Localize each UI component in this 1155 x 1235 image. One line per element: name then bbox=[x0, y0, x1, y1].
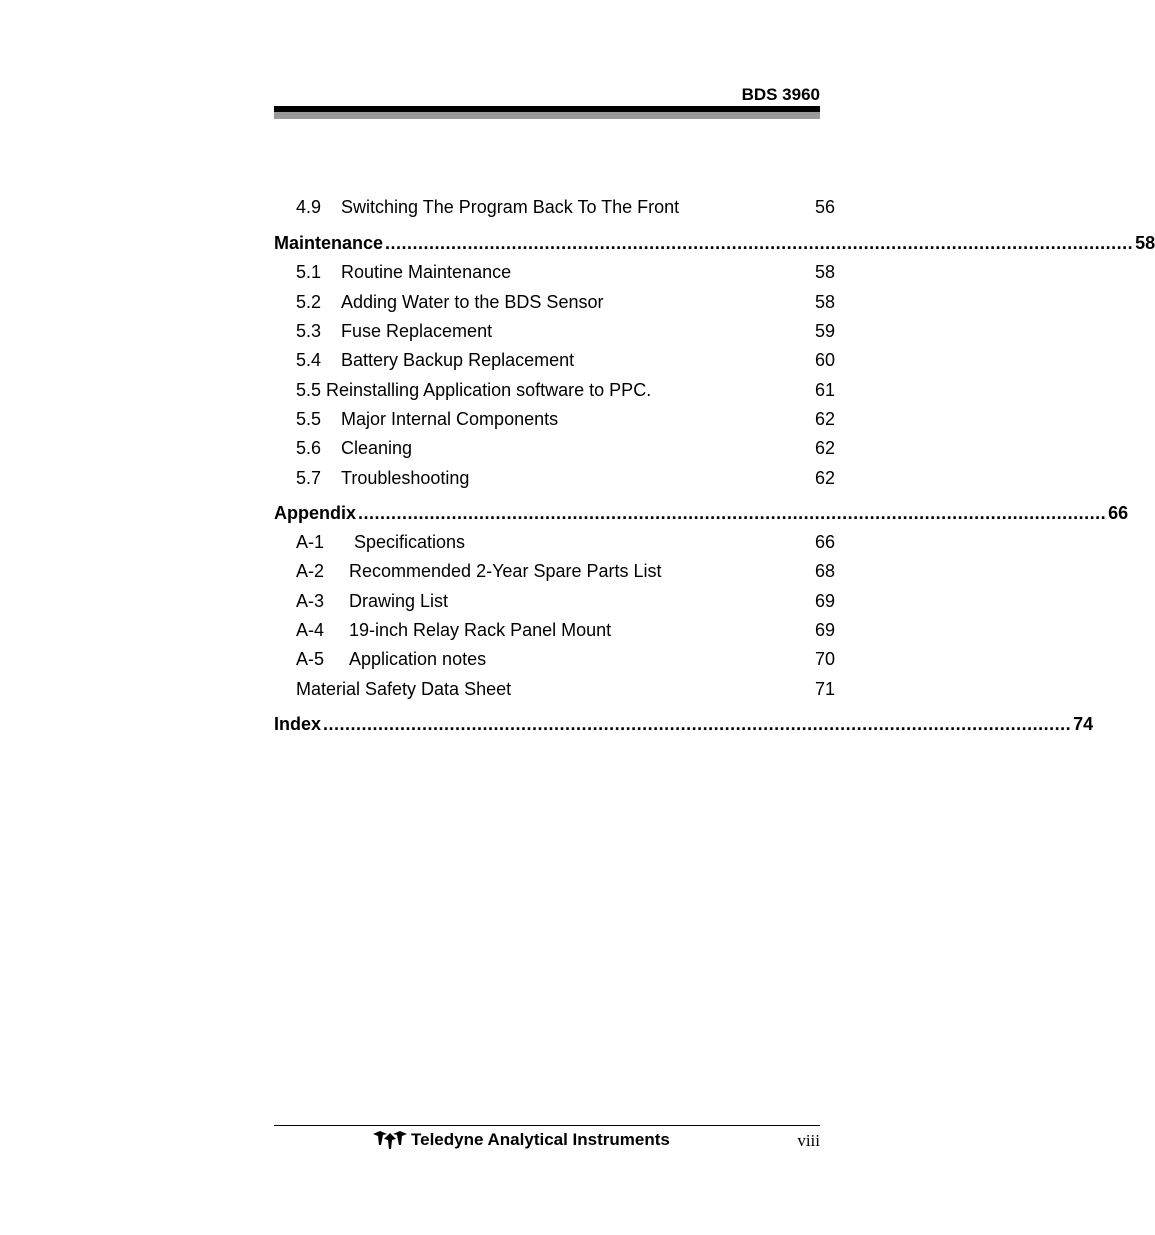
footer-rule bbox=[274, 1125, 820, 1126]
toc-entry-page: 61 bbox=[814, 380, 835, 400]
toc-entry-number: 5.2 bbox=[296, 292, 322, 312]
toc-entry-title: Application notes bbox=[349, 649, 487, 669]
teledyne-logo-icon bbox=[372, 1130, 408, 1150]
toc-entry-number: 4.9 bbox=[296, 197, 322, 217]
toc-entry-page: 56 bbox=[814, 197, 835, 217]
toc-section-title: Appendix bbox=[274, 503, 357, 523]
toc-entry-title: Drawing List bbox=[349, 591, 449, 611]
toc-entry-number: 5.6 bbox=[296, 438, 322, 458]
toc-entry-number: A-4 bbox=[296, 620, 325, 640]
toc-entry-page: 68 bbox=[814, 561, 835, 581]
toc-entry-page: 58 bbox=[814, 292, 835, 312]
toc-entry-number: A-5 bbox=[296, 649, 325, 669]
toc-section-page: 66 bbox=[1108, 503, 1129, 523]
toc-leader-dots: ........................................................................................................................................ bbox=[323, 714, 1072, 734]
toc-entry-title: Recommended 2-Year Spare Parts List bbox=[349, 561, 662, 581]
toc-entry-title: 5.5 Reinstalling Application software to PPC. bbox=[296, 380, 652, 400]
toc-entry-title: 19-inch Relay Rack Panel Mount bbox=[349, 620, 612, 640]
toc-entry-page: 66 bbox=[814, 532, 835, 552]
toc-leader-dots: ........................................................................................................................................ bbox=[358, 503, 1107, 523]
toc-entry-title: Cleaning bbox=[341, 438, 413, 458]
toc-section-title: Index bbox=[274, 714, 322, 734]
toc-section-title: Maintenance bbox=[274, 233, 384, 253]
toc-entry-number: A-1 bbox=[296, 532, 325, 552]
toc-entry-number: A-3 bbox=[296, 591, 325, 611]
toc-entry-title: Battery Backup Replacement bbox=[341, 350, 575, 370]
toc-entry-title: Switching The Program Back To The Front bbox=[341, 197, 680, 217]
toc-entry-page: 62 bbox=[814, 468, 835, 488]
footer-company-name: Teledyne Analytical Instruments bbox=[411, 1130, 670, 1149]
toc-entry-page: 62 bbox=[814, 409, 835, 429]
toc-entry-title: Major Internal Components bbox=[341, 409, 559, 429]
toc-entry-page: 71 bbox=[814, 679, 835, 699]
header-rule-gray bbox=[274, 112, 820, 119]
toc-section-page: 74 bbox=[1073, 714, 1094, 734]
toc-entry-title: Troubleshooting bbox=[341, 468, 470, 488]
toc-entry-title: Fuse Replacement bbox=[341, 321, 493, 341]
toc-entry-number: 5.4 bbox=[296, 350, 322, 370]
toc-entry-page: 69 bbox=[814, 620, 835, 640]
toc-entry-page: 58 bbox=[814, 262, 835, 282]
toc-entry-title: Material Safety Data Sheet bbox=[296, 679, 512, 699]
toc-leader-dots: ........................................................................................................................................ bbox=[385, 233, 1134, 253]
toc-entry-title: Specifications bbox=[354, 532, 466, 552]
toc-section-index[interactable] bbox=[274, 713, 1094, 735]
toc-section-page: 58 bbox=[1135, 233, 1155, 253]
toc-entry-page: 59 bbox=[814, 321, 835, 341]
toc-entry-title: Adding Water to the BDS Sensor bbox=[341, 292, 604, 312]
document-title: BDS 3960 bbox=[741, 85, 820, 104]
toc-entry-number: 5.7 bbox=[296, 468, 322, 488]
toc-entry-number: 5.5 bbox=[296, 409, 322, 429]
toc-entry-number: A-2 bbox=[296, 561, 325, 581]
toc-entry-number: 5.1 bbox=[296, 262, 322, 282]
toc-entry-title: Routine Maintenance bbox=[341, 262, 512, 282]
toc-section-maintenance[interactable] bbox=[274, 232, 1155, 254]
toc-entry-page: 70 bbox=[814, 649, 835, 669]
toc-section-appendix[interactable] bbox=[274, 502, 1129, 524]
toc-entry-page: 69 bbox=[814, 591, 835, 611]
toc-entry-page: 62 bbox=[814, 438, 835, 458]
footer-page-number: viii bbox=[797, 1131, 820, 1150]
toc-entry-number: 5.3 bbox=[296, 321, 322, 341]
toc-entry-page: 60 bbox=[814, 350, 835, 370]
